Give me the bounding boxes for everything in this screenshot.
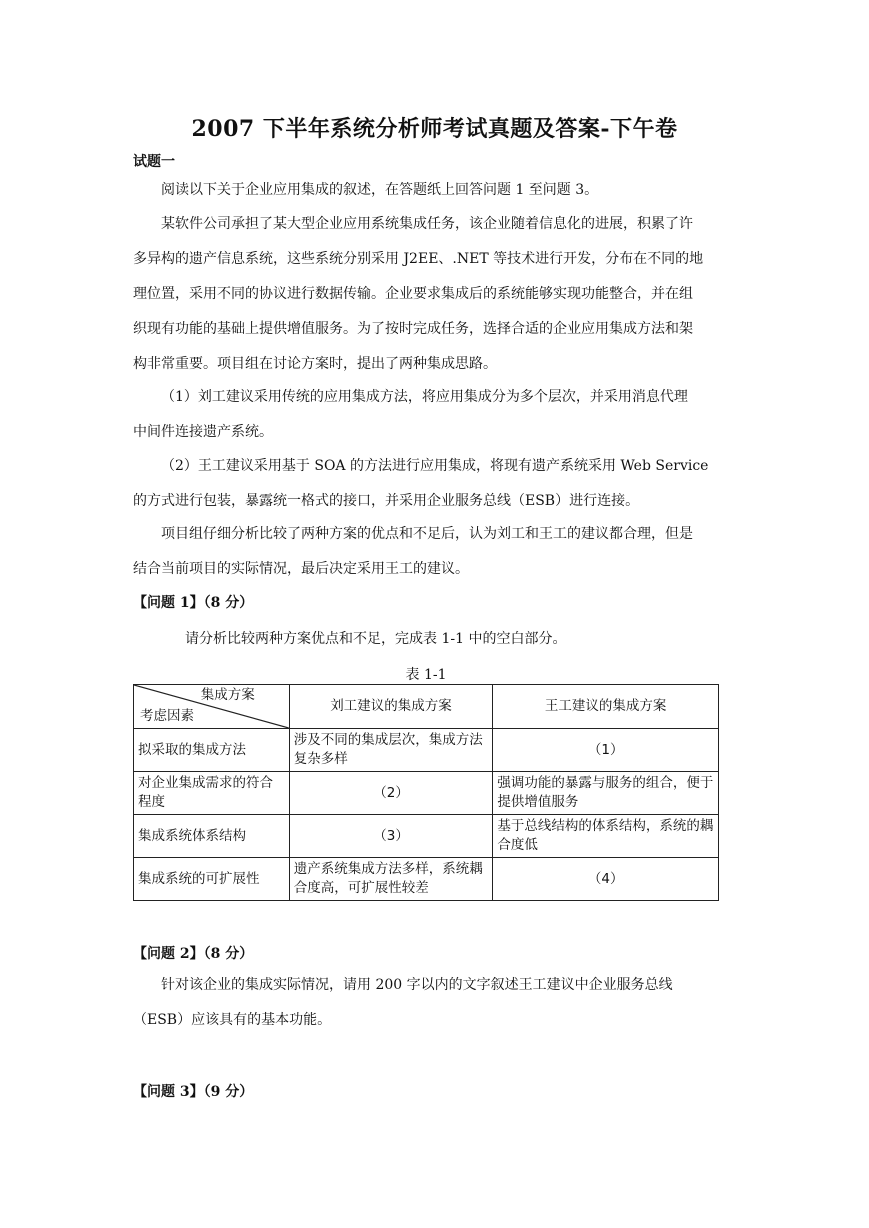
text-line: 织现有功能的基础上提供增值服务。为了按时完成任务，选择合适的企业应用集成方法和架 — [133, 321, 693, 337]
intro-paragraph — [133, 173, 737, 208]
item-1-paragraph — [133, 380, 737, 450]
question-score: （8 分） — [203, 595, 254, 611]
question-1-heading — [133, 592, 253, 612]
question-1-text — [133, 622, 737, 657]
factor-cell: 对企业集成需求的符合程度 — [134, 772, 290, 815]
section-heading: 试题一 — [133, 154, 175, 170]
conclusion-paragraph — [133, 517, 737, 587]
item-2-paragraph — [133, 449, 737, 519]
text-line: 项目组仔细分析比较了两种方案的优点和不足后，认为刘工和王工的建议都合理，但是 — [161, 526, 693, 542]
question-label: 【问题 2】 — [133, 946, 204, 962]
wang-cell: 基于总线结构的体系结构，系统的耦合度低 — [493, 815, 719, 858]
text-line: （ESB）应该具有的基本功能。 — [133, 1012, 332, 1028]
factor-cell: 拟采取的集成方法 — [134, 729, 290, 772]
text-line: 理位置，采用不同的协议进行数据传输。企业要求集成后的系统能够实现功能整合，并在组 — [133, 286, 693, 302]
text-line: 请分析比较两种方案优点和不足，完成表 1-1 中的空白部分。 — [185, 631, 567, 647]
wang-cell: （4） — [493, 858, 719, 901]
liu-cell: 涉及不同的集成层次，集成方法复杂多样 — [289, 729, 493, 772]
table-row — [134, 729, 719, 772]
liu-cell: （2） — [289, 772, 493, 815]
table-header-row — [134, 685, 719, 729]
question-3-heading — [133, 1081, 253, 1101]
header-top-label: 集成方案 — [200, 687, 255, 703]
text-line: 多异构的遗产信息系统，这些系统分别采用 J2EE、.NET 等技术进行开发，分布在不同的地 — [133, 251, 704, 267]
intro-line: 阅读以下关于企业应用集成的叙述，在答题纸上回答问题 1 至问题 3。 — [161, 182, 599, 198]
text-line: （1）刘工建议采用传统的应用集成方法，将应用集成分为多个层次，并采用消息代理 — [161, 389, 688, 405]
table-row — [134, 815, 719, 858]
comparison-table — [133, 684, 719, 901]
text-line: 某软件公司承担了某大型企业应用系统集成任务，该企业随着信息化的进展，积累了许 — [161, 216, 693, 232]
question-2-heading — [133, 943, 253, 963]
wang-cell: （1） — [493, 729, 719, 772]
question-score: （9 分） — [203, 1084, 254, 1100]
text-line: 构非常重要。项目组在讨论方案时，提出了两种集成思路。 — [133, 356, 497, 372]
text-line: 结合当前项目的实际情况，最后决定采用王工的建议。 — [133, 561, 469, 577]
case-paragraph — [133, 207, 737, 382]
text-line: （2）王工建议采用基于 SOA 的方法进行应用集成，将现有遗产系统采用 Web Service — [161, 458, 709, 474]
column-header-wang: 王工建议的集成方案 — [493, 685, 719, 729]
factor-cell: 集成系统体系结构 — [134, 815, 290, 858]
question-label: 【问题 1】 — [133, 595, 204, 611]
question-2-text — [133, 968, 737, 1038]
header-bottom-label: 考虑因素 — [140, 708, 194, 724]
diagonal-header-cell — [134, 685, 290, 729]
table-caption: 表 1-1 — [405, 667, 447, 683]
liu-cell: （3） — [289, 815, 493, 858]
column-header-liu: 刘工建议的集成方案 — [289, 685, 493, 729]
page-title: 2007 下半年系统分析师考试真题及答案-下午卷 — [191, 116, 678, 142]
text-line: 的方式进行包装，暴露统一格式的接口，并采用企业服务总线（ESB）进行连接。 — [133, 493, 640, 509]
table-row — [134, 858, 719, 901]
question-label: 【问题 3】 — [133, 1084, 204, 1100]
liu-cell: 遗产系统集成方法多样，系统耦合度高，可扩展性较差 — [289, 858, 493, 901]
factor-cell: 集成系统的可扩展性 — [134, 858, 290, 901]
table-row — [134, 772, 719, 815]
text-line: 针对该企业的集成实际情况，请用 200 字以内的文字叙述王工建议中企业服务总线 — [161, 977, 673, 993]
wang-cell: 强调功能的暴露与服务的组合，便于提供增值服务 — [493, 772, 719, 815]
text-line: 中间件连接遗产系统。 — [133, 424, 273, 440]
question-score: （8 分） — [203, 946, 254, 962]
